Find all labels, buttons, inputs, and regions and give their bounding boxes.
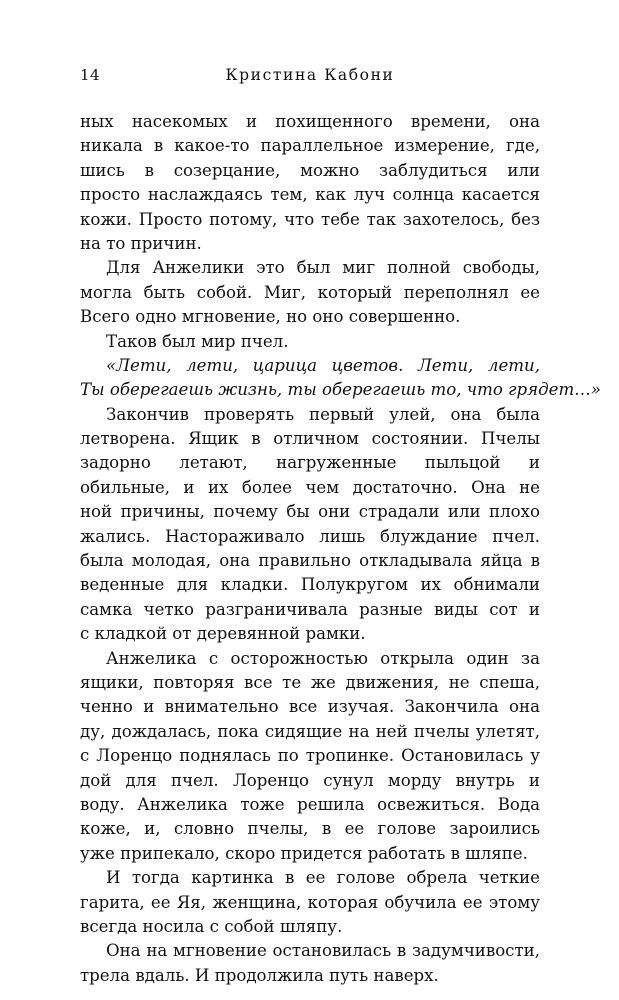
text-line: с кладкой от деревянной рамки. [80, 624, 366, 644]
text-line: с Лоренцо поднялась по тропинке. Остановилась у [80, 746, 540, 766]
text-line: И тогда картинка в ее голове обрела четкие [106, 868, 540, 888]
quote-line: «Лети, лети, царица цветов. Лети, лети, [106, 355, 540, 375]
text-line: кожи. Просто потому, что тебе так захотелось, без [80, 209, 540, 229]
page-number: 14 [80, 66, 101, 84]
text-line: ченно и внимательно все изучая. Закончила она [80, 697, 540, 717]
text-line: воду. Анжелика тоже решила освежиться. Вода [80, 794, 540, 814]
text-line: гарита, ее Яя, женщина, которая обучила ее этому [80, 892, 540, 912]
text-line: шись в созерцание, можно заблудиться или [80, 160, 540, 180]
text-line: уже припекало, скоро придется работать в шляпе. [80, 843, 528, 863]
body-text [80, 110, 601, 988]
text-line: на то причин. [80, 233, 202, 253]
text-line: задорно летают, нагруженные пыльцой и [80, 453, 540, 473]
quote-line: Ты оберегаешь жизнь, ты оберегаешь то, что грядет…» [80, 380, 601, 400]
text-line: могла быть собой. Миг, который переполнял ее [80, 282, 540, 302]
text-line: дой для пчел. Лоренцо сунул морду внутрь и [80, 770, 540, 790]
text-line: трела вдаль. И продолжила путь наверх. [80, 965, 439, 985]
text-line: ных насекомых и похищенного времени, она [80, 112, 540, 131]
text-line: Таков был мир пчел. [106, 331, 289, 351]
text-line: всегда носила с собой шляпу. [80, 916, 343, 936]
text-line: ду, дождалась, пока сидящие на ней пчелы улетят, [80, 721, 540, 741]
text-line: жались. Настораживало лишь блуждание пчел. [80, 526, 540, 546]
text-line: веденные для кладки. Полукругом их обнимали [80, 575, 540, 595]
text-line: никала в какое-то параллельное измерение, где, [80, 136, 540, 156]
text-line: Закончив проверять первый улей, она была [106, 404, 540, 424]
text-line: просто наслаждаясь тем, как луч солнца касается [80, 185, 540, 205]
text-line: была молодая, она правильно откладывала яйца в [80, 551, 540, 571]
text-line: Для Анжелики это был миг полной свободы, [106, 258, 540, 278]
text-line: ной причины, почему бы они страдали или плохо [80, 502, 540, 522]
text-line: ящики, повторяя все те же движения, не спеша, [80, 672, 540, 692]
text-line: Она на мгновение остановилась в задумчивости, [106, 941, 540, 961]
text-line: Анжелика с осторожностью открыла один за [106, 648, 540, 668]
text-line: самка четко разграничивала разные виды сот и [80, 599, 540, 619]
page-header [80, 66, 540, 90]
text-line: обильные, и их более чем достаточно. Она не [80, 477, 540, 497]
text-line: коже, и, словно пчелы, в ее голове зароились [80, 819, 540, 839]
text-line: Всего одно мгновение, но оно совершенно. [80, 307, 461, 327]
running-title: Кристина Кабони [225, 66, 395, 84]
text-line: летворена. Ящик в отличном состоянии. Пчелы [80, 429, 540, 449]
